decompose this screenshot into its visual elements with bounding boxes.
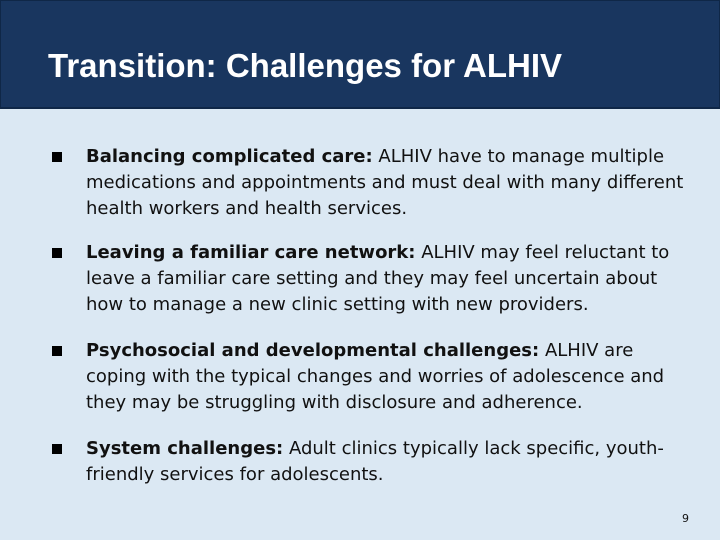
bullet-heading: Balancing complicated care: [86, 146, 373, 167]
square-bullet-icon [52, 152, 62, 162]
square-bullet-icon [52, 444, 62, 454]
bullet-heading: Psychosocial and developmental challenges: [86, 340, 540, 361]
bullet-text [86, 240, 694, 318]
bullet-text [86, 436, 694, 488]
square-bullet-icon [52, 346, 62, 356]
bullet-body: Adult clinics typically lack specific, youth-friendly services for adolescents. [86, 438, 664, 485]
bullet-heading: System challenges: [86, 438, 284, 459]
bullet-body: ALHIV have to manage multiple medications and appointments and must deal with many different health workers and health services. [86, 146, 684, 219]
bullet-text [86, 144, 694, 222]
bullet-body: ALHIV are coping with the typical changes and worries of adolescence and they may be struggling with disclosure and adherence. [86, 340, 665, 413]
slide-title: Transition: Challenges for ALHIV [48, 47, 562, 84]
square-bullet-icon [52, 248, 62, 258]
page-number: 9 [682, 512, 689, 525]
bullet-heading: Leaving a familiar care network: [86, 242, 416, 263]
bullet-body: ALHIV may feel reluctant to leave a familiar care setting and they may feel uncertain about how to manage a new clinic setting with new providers. [86, 242, 670, 315]
bullet-text [86, 338, 694, 416]
